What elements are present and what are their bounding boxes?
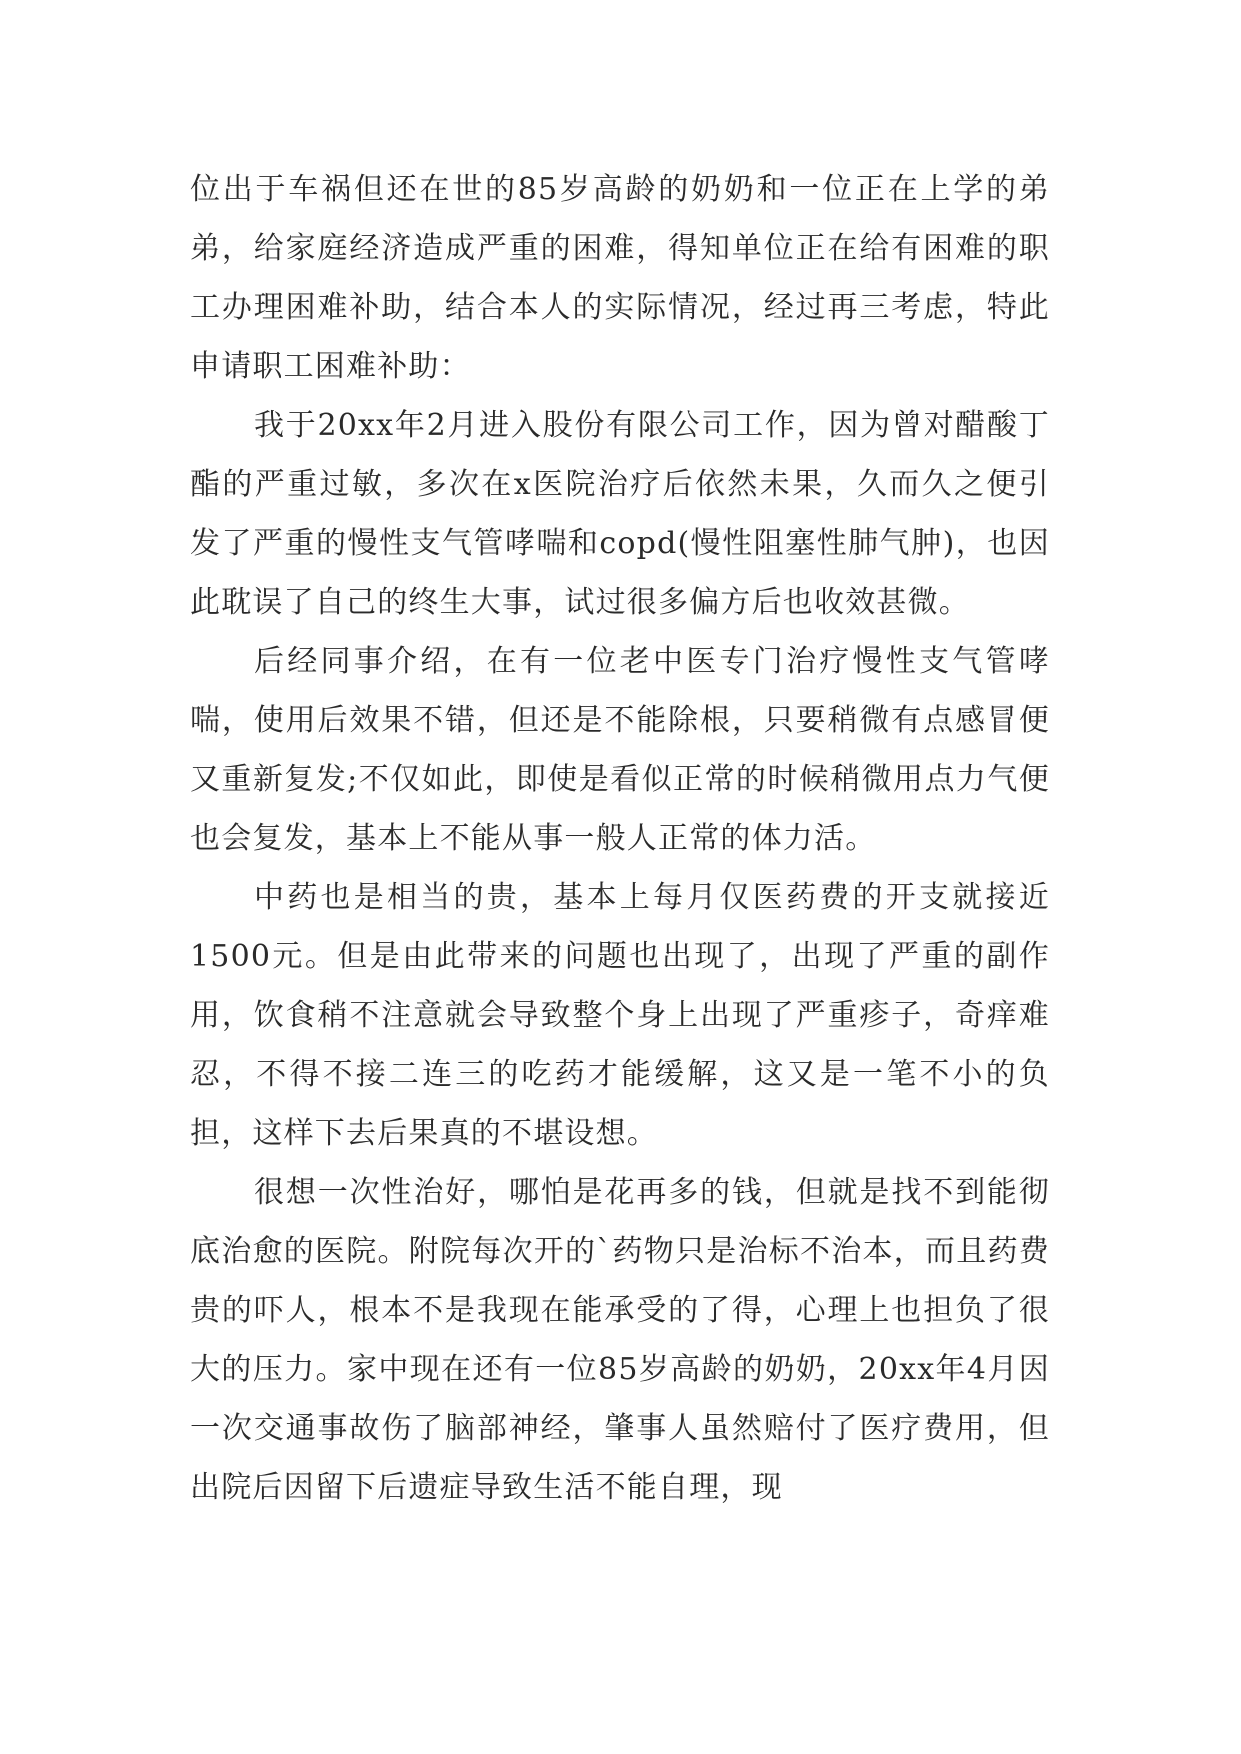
paragraph-3: 后经同事介绍，在有一位老中医专门治疗慢性支气管哮喘，使用后效果不错，但还是不能除根，只要稍微有点感冒便又重新复发;不仅如此，即使是看似正常的时候稍微用点力气便也会复发，基本上不能从事一般人正常的体力活。 — [190, 644, 1050, 856]
document-body — [190, 160, 1050, 1517]
paragraph-2: 我于20xx年2月进入股份有限公司工作，因为曾对醋酸丁酯的严重过敏，多次在x医院治疗后依然未果，久而久之便引发了严重的慢性支气管哮喘和copd(慢性阻塞性肺气肿)，也因此耽误了自己的终生大事，试过很多偏方后也收效甚微。 — [190, 408, 1050, 620]
paragraph-1: 位出于车祸但还在世的85岁高龄的奶奶和一位正在上学的弟弟，给家庭经济造成严重的困难，得知单位正在给有困难的职工办理困难补助，结合本人的实际情况，经过再三考虑，特此申请职工困难补助： — [190, 172, 1050, 384]
paragraph-4: 中药也是相当的贵，基本上每月仅医药费的开支就接近1500元。但是由此带来的问题也出现了，出现了严重的副作用，饮食稍不注意就会导致整个身上出现了严重疹子，奇痒难忍，不得不接二连三的吃药才能缓解，这又是一笔不小的负担，这样下去后果真的不堪设想。 — [190, 880, 1050, 1151]
paragraph-5: 很想一次性治好，哪怕是花再多的钱，但就是找不到能彻底治愈的医院。附院每次开的`药物只是治标不治本，而且药费贵的吓人，根本不是我现在能承受的了得，心理上也担负了很大的压力。家中现在还有一位85岁高龄的奶奶，20xx年4月因一次交通事故伤了脑部神经，肇事人虽然赔付了医疗费用，但出院后因留下后遗症导致生活不能自理，现 — [190, 1175, 1050, 1505]
